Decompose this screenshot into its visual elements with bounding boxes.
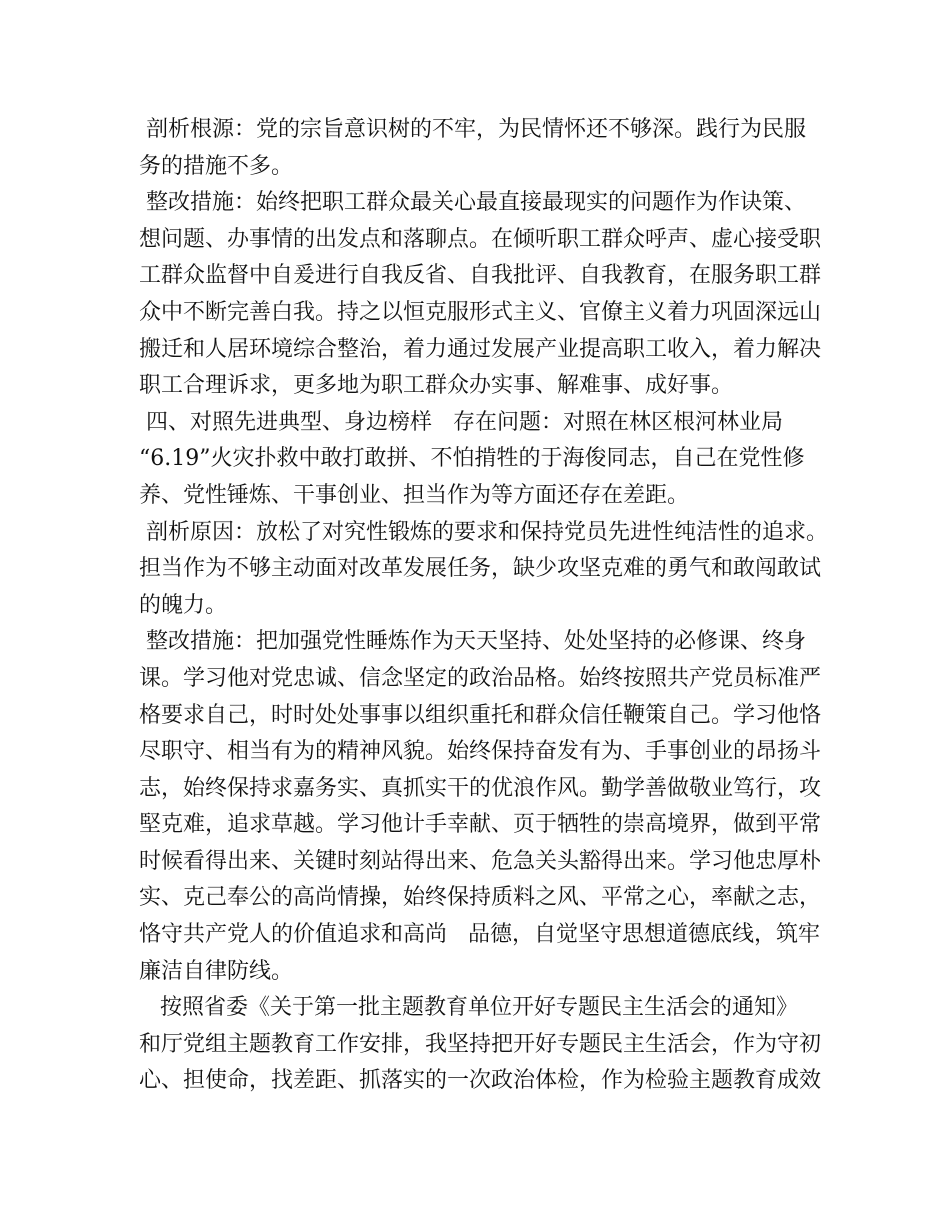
text-line: 职工合理诉求，更多地为职工群众办实事、解难事、成好事。: [139, 373, 734, 399]
text-line: 剖析根源：党的宗旨意识树的不牢，为民情怀还不够深。践行为民服: [139, 117, 806, 142]
text-line: 实、克己奉公的高尚情操，始终保持质料之风、平常之心，率献之志，: [139, 885, 822, 911]
text-line: 课。学习他对党忠诚、信念坚定的政治品格。始终按照共产党员标准严: [139, 665, 822, 691]
text-line: 恪守共产党人的价值追求和高尚 品德，自觉坚守思想道德底线，筑牢: [139, 922, 820, 948]
text-line: 搬迁和人居环境综合整治，着力通过发展产业提高职工收入，着力解决: [139, 336, 822, 362]
text-line: 整改措施：始终把职工群众最关心最直接最现实的问题作为作诀策、: [139, 190, 806, 216]
text-line: 的魄力。: [139, 592, 228, 618]
text-line: 工群众监督中自爰进行自我反省、自我批评、自我教育，在服务职工群: [139, 263, 822, 289]
text-line: 剖析原因：放松了对究性锻炼的要求和保持党员先进性纯洁性的追求。: [139, 519, 828, 545]
text-line: “6.19”火灾扑救中敢打敢拼、不怕掯牲的于海俊同志，自己在党性修: [139, 446, 805, 472]
text-line: 务的措施不多。: [139, 153, 294, 179]
text-line: 想问题、办事情的出发点和落聊点。在倾听职工群众呼声、虚心接受职: [139, 226, 822, 252]
text-line: 按照省委《关于第一批主题教育单位开好专题民主生活会的通知》: [139, 995, 798, 1021]
text-line: 四、对照先进典型、身边榜样 存在问题：对照在林区根河林业局: [139, 409, 783, 435]
document-body: [139, 112, 839, 1100]
text-line: 心、担使命，找差距、抓落实的一次政治体检，作为检验主题教育成效: [139, 1068, 822, 1094]
text-line: 堅克难，追求草越。学习他计手幸献、页于牺牲的崇高境界，做到平常: [139, 812, 822, 838]
text-line: 和厅党组主题教育工作安排，我坚持把开好专题民主生活会，作为守初: [139, 1031, 822, 1057]
text-line: 时候看得出来、关键时刻站得出来、危急关头豁得出来。学习他忠厚朴: [139, 848, 822, 874]
text-line: 廉洁自律防线。: [139, 958, 294, 984]
text-line: 众中不断完善白我。持之以恒克服形式主义、官僚主义着力巩固深远山: [139, 299, 822, 325]
text-line: 格要求自己，时时处处事事以组织重托和群众信任鞭策自己。学习他恪: [139, 702, 822, 728]
text-line: 志，始终保持求嘉务实、真抓实干的优浪作风。勤学善做敬业笃行，攻: [139, 775, 822, 801]
text-line: 担当作为不够主动面对改革发展任务，缺少攻坚克难的勇气和敢闯敢试: [139, 556, 822, 582]
text-line: 养、党性锤炼、干事创业、担当作为等方面还存在差距。: [139, 482, 690, 508]
text-line: 整改措施：把加强党性睡炼作为天天坚持、处处坚持的必修课、终身: [139, 629, 806, 655]
text-line: 尽职守、相当有为的精神风貌。始终保持奋发有为、手事创业的昂扬斗: [139, 739, 822, 765]
